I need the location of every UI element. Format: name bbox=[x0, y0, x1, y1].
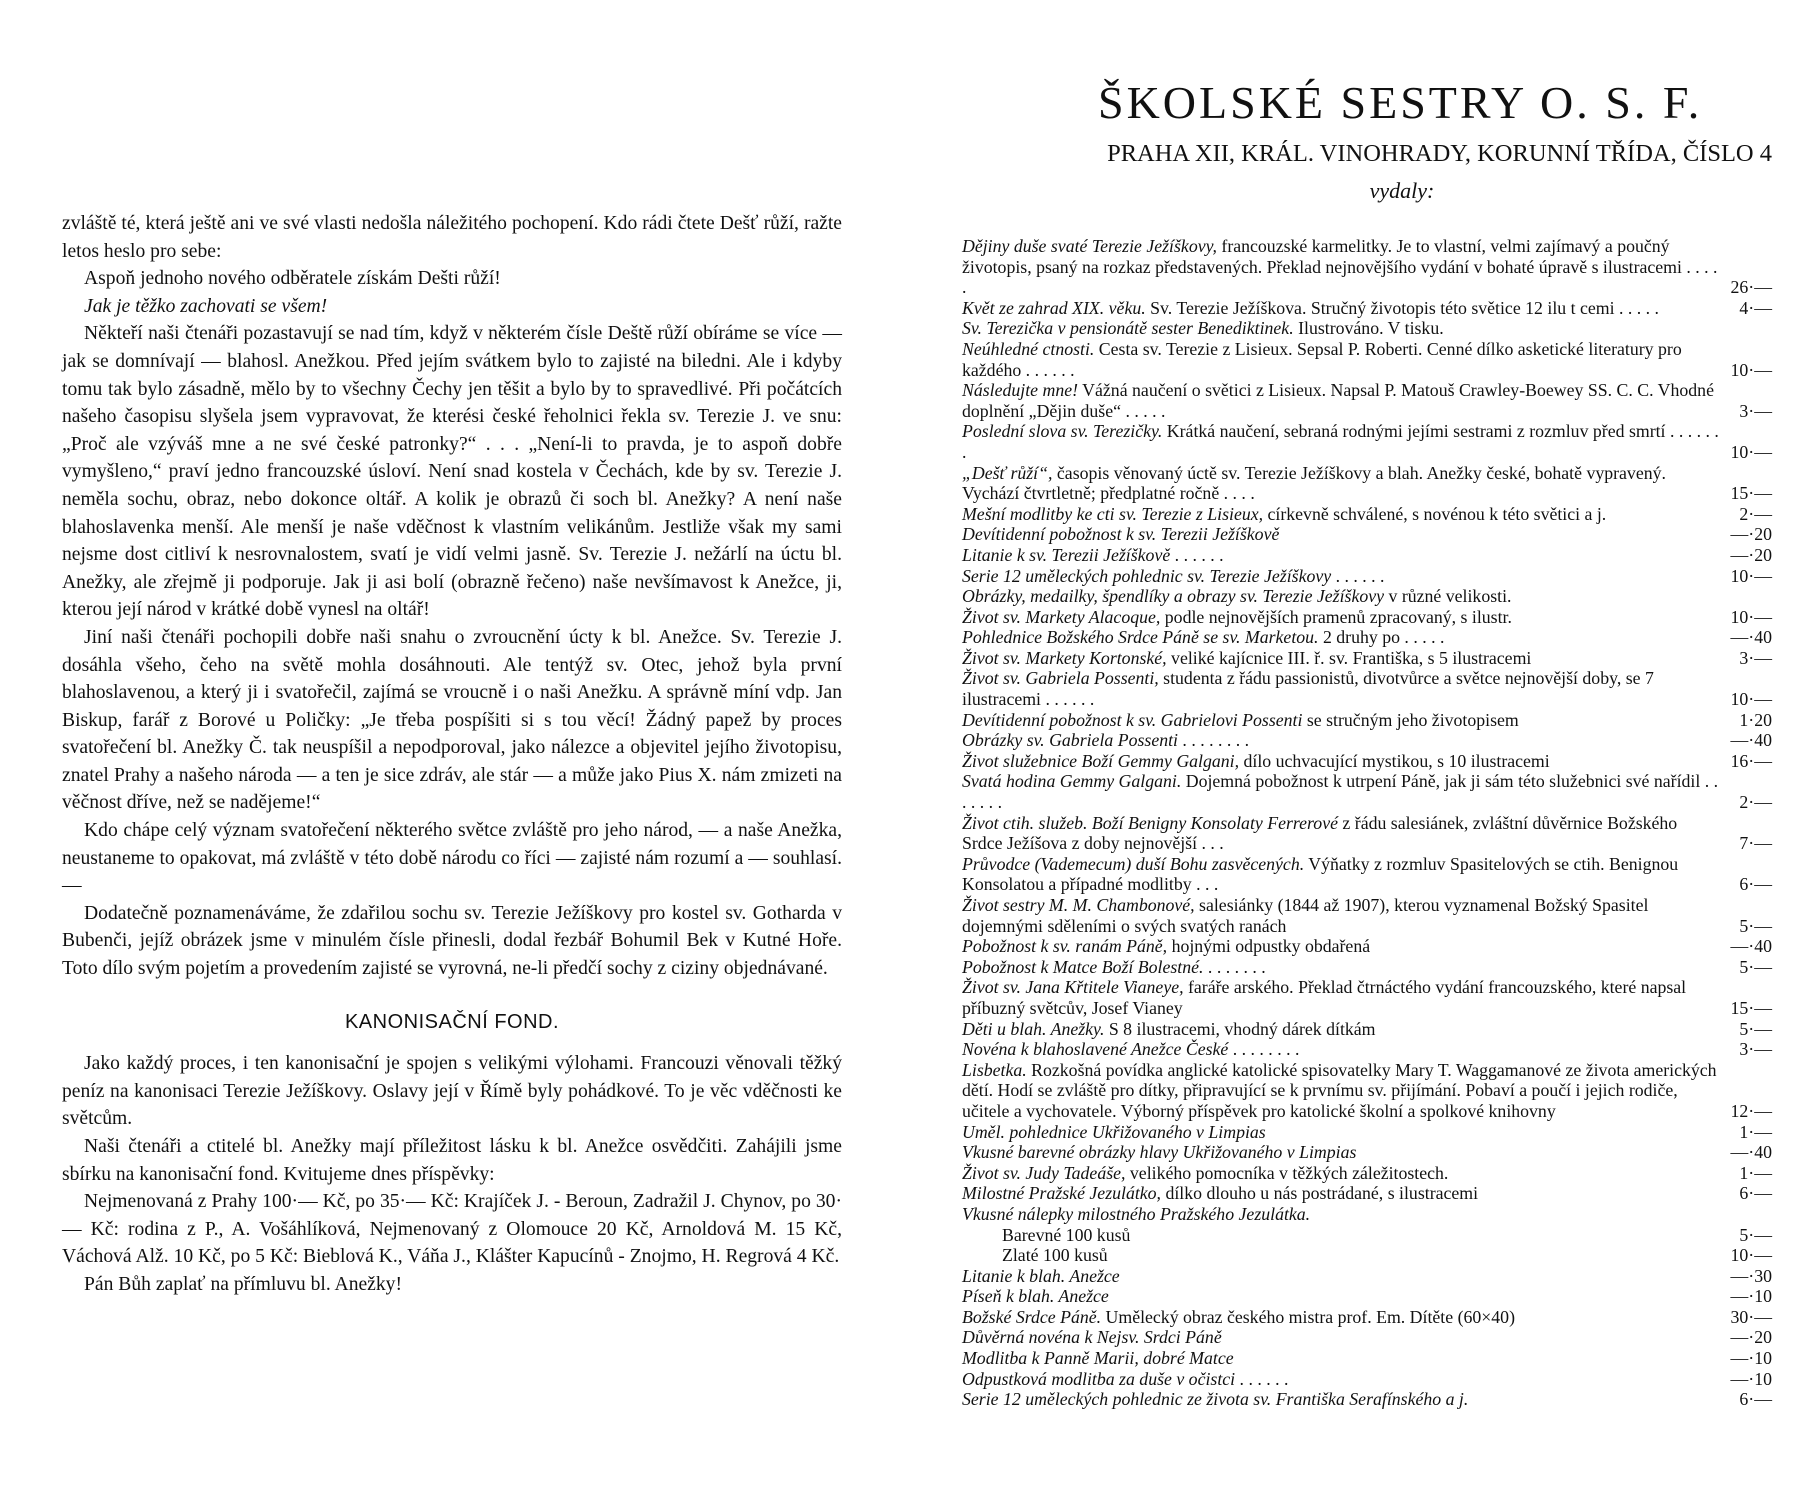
catalog-entry-text bbox=[962, 1163, 1720, 1184]
catalog-entry-text bbox=[962, 627, 1720, 648]
catalog-entry-description: . . . . . . . bbox=[1203, 956, 1266, 977]
catalog-entry-title: Pohlednice Božského Srdce Páně se sv. Marketou. bbox=[962, 627, 1319, 648]
catalog-entry-text bbox=[962, 421, 1720, 462]
paragraph: Aspoň jednoho nového odběratele získám Dešti růží! bbox=[84, 268, 501, 290]
catalog-entry bbox=[962, 977, 1772, 1018]
catalog-entry bbox=[962, 566, 1772, 587]
catalog-entry bbox=[962, 524, 1772, 545]
catalog-entry-description: . . . . . . . . bbox=[1177, 730, 1250, 751]
catalog-entry-text bbox=[962, 1245, 1720, 1266]
catalog-entry-title: Lisbetka. bbox=[962, 1059, 1027, 1080]
catalog-entry-text bbox=[962, 339, 1720, 380]
catalog-entry-description: salesiánky (1844 až 1907), kterou vyznamenal Božský Spasitel dojemnými sděleními o svých svatých ranách bbox=[962, 895, 1649, 936]
catalog-entry-text bbox=[962, 318, 1720, 339]
catalog-entry-price: —·30 bbox=[1730, 1265, 1772, 1286]
catalog-entry-price: —·40 bbox=[1730, 936, 1772, 957]
catalog-entry bbox=[962, 895, 1772, 936]
catalog-entry-title: Život sestry M. M. Chambonové, bbox=[962, 895, 1195, 915]
catalog-entry-title: Obrázky sv. Gabriela Possenti bbox=[962, 730, 1178, 751]
catalog-entry-text bbox=[962, 1286, 1720, 1307]
catalog-entry-description: Krátká naučení, sebraná rodnými jejími sestrami z rozmluv před smrtí . . . . . . . bbox=[962, 421, 1719, 462]
catalog-entry-price: 5·— bbox=[1739, 956, 1772, 977]
catalog-entry-title: Pobožnost k Matce Boží Bolestné. bbox=[962, 956, 1204, 977]
catalog-entry-price: 6·— bbox=[1739, 1183, 1772, 1204]
catalog-entry-price: 1·— bbox=[1739, 1121, 1772, 1142]
catalog-entry-text bbox=[962, 380, 1720, 421]
catalog-entry bbox=[962, 298, 1772, 319]
catalog-entry bbox=[962, 236, 1772, 298]
catalog-entry-text bbox=[962, 1060, 1720, 1122]
catalog-entry-price: —·10 bbox=[1730, 1286, 1772, 1307]
catalog-entry-price: 5·— bbox=[1739, 1018, 1772, 1039]
catalog-entry bbox=[962, 607, 1772, 628]
catalog-entry-title: Uměl. pohlednice Ukřižovaného v Limpias bbox=[962, 1121, 1266, 1142]
catalog-entry-text bbox=[962, 566, 1720, 587]
catalog-entry-title: Serie 12 uměleckých pohlednic ze života sv. Františka Serafínského a j. bbox=[962, 1389, 1469, 1410]
catalog-entry-price: 5·— bbox=[1739, 1224, 1772, 1245]
catalog-entry-description: hojnými odpustky obdařená bbox=[1167, 936, 1371, 957]
catalog-entry-title: Odpustková modlitba za duše v očistci bbox=[962, 1368, 1236, 1389]
catalog-entry-price: —·10 bbox=[1730, 1348, 1772, 1369]
catalog-entry-price: —·20 bbox=[1730, 524, 1772, 545]
paragraph: Dodatečně poznamenáváme, že zdařilou sochu sv. Terezie Ježíškovy pro kostel sv. Gotharda v Bubenči, jejíž obrázek jsme v minulém čísle přinesli, dodal řezbář Bohumil Bek v Kutné Hoře. Toto dílo svým pojetím a provedením zajisté se vyrovná, ne-li předčí sochy z ciziny objednávané. bbox=[62, 902, 842, 980]
catalog-entry bbox=[962, 545, 1772, 566]
catalog-entry-title: Pobožnost k sv. ranám Páně, bbox=[962, 936, 1168, 957]
catalog-entry bbox=[962, 586, 1772, 607]
catalog-entry-text bbox=[962, 298, 1720, 319]
catalog-entry bbox=[962, 1307, 1772, 1328]
catalog-entry bbox=[962, 1204, 1772, 1225]
catalog-entry-price: 10·— bbox=[1730, 441, 1772, 462]
paragraph: Nejmenovaná z Prahy 100·— Kč, po 35·— Kč: Krajíček J. - Beroun, Zadražil J. Chynov, po 30·— Kč: rodina z P., A. Vošáhlíková, Nejmenovaný z Olomouce 20 Kč, Arnoldová M. 15 Kč, Váchová Alž. 10 Kč, po 5 Kč: Bieblová K., Váňa J., Klášter Kapucínů - Znojmo, H. Regrová 4 Kč. bbox=[62, 1191, 842, 1268]
catalog-entry-description: francouzské karmelitky. Je to vlastní, velmi zajímavý a poučný životopis, psaný na rozkaz představených. Překlad nejnovějšího vydání v bohaté úpravě s ilustracemi . . . . . bbox=[962, 236, 1718, 298]
catalog-entry-title: Milostné Pražské Jezulátko, bbox=[962, 1183, 1162, 1204]
catalog-entry-title: Obrázky, medailky, špendlíky a obrazy sv. Terezie Ježíškovy bbox=[962, 586, 1385, 607]
catalog-entry-text bbox=[962, 463, 1720, 504]
catalog-entry-title: Litanie k blah. Anežce bbox=[962, 1265, 1120, 1286]
catalog-entry-title: Život sv. Judy Tadeáše, bbox=[962, 1162, 1126, 1183]
catalog-entry bbox=[962, 318, 1772, 339]
catalog-entry-price: 10·— bbox=[1730, 565, 1772, 586]
catalog-entry-text bbox=[962, 607, 1720, 628]
catalog-entry-description: dílo uchvacující mystikou, s 10 ilustracemi bbox=[1239, 750, 1550, 771]
catalog-entry bbox=[962, 751, 1772, 772]
catalog-entry-text bbox=[962, 1266, 1720, 1287]
catalog-entry bbox=[962, 1225, 1772, 1246]
catalog-entry bbox=[962, 1348, 1772, 1369]
catalog-entry bbox=[962, 957, 1772, 978]
publisher-address: PRAHA XII, KRÁL. VINOHRADY, KORUNNÍ TŘÍDA, ČÍSLO 4 bbox=[1107, 140, 1772, 167]
catalog-entry-text bbox=[962, 936, 1720, 957]
catalog-entry-text bbox=[962, 545, 1720, 566]
catalog-entry-price: 2·— bbox=[1739, 503, 1772, 524]
catalog-entry-price: 30·— bbox=[1730, 1306, 1772, 1327]
catalog-entry bbox=[962, 1286, 1772, 1307]
catalog-entry-title: Devítidenní pobožnost k sv. Terezii Ježíškově bbox=[962, 524, 1280, 545]
catalog-entry-description: studenta z řádu passionistů, divotvůrce a světce nejnovější doby, se 7 ilustracemi . . . . . . bbox=[962, 668, 1654, 710]
catalog-entry-price: —·40 bbox=[1730, 1142, 1772, 1163]
catalog-entry-price: 10·— bbox=[1730, 1245, 1772, 1266]
catalog-entry-description: podle nejnovějších pramenů zpracovaný, s ilustr. bbox=[1160, 606, 1512, 627]
catalog-entry-text bbox=[962, 1369, 1720, 1390]
catalog-entry-description: církevně schválené, s novénou k této světici a j. bbox=[1263, 503, 1607, 524]
catalog-entry-description: Dojemná pobožnost k utrpení Páně, jak ji sám této služebnici své nařídil . . . . . . . bbox=[962, 771, 1719, 813]
catalog-entry bbox=[962, 1039, 1772, 1060]
catalog-entry-price: 6·— bbox=[1739, 1389, 1772, 1410]
catalog-entry-description: Ilustrováno. V tisku. bbox=[1293, 318, 1444, 339]
catalog-entry-text bbox=[962, 524, 1720, 545]
catalog-entry-title: Serie 12 uměleckých pohlednic sv. Terezie Ježíškovy bbox=[962, 565, 1332, 586]
catalog-entry-description: Výňatky z rozmluv Spasitelových se ctih. Benignou Konsolatou a případné modlitby . . . bbox=[962, 853, 1679, 895]
catalog-entry-title: Poslední slova sv. Terezičky. bbox=[962, 421, 1163, 442]
catalog-entry bbox=[962, 1060, 1772, 1122]
catalog-entry-price: —·20 bbox=[1730, 1327, 1772, 1348]
catalog-entry-text bbox=[962, 648, 1720, 669]
catalog-entry-description: faráře arského. Překlad čtrnáctého vydání francouzského, které napsal příbuzný světcův, Josef Vianey bbox=[962, 977, 1687, 1018]
catalog-entry-text bbox=[962, 1122, 1720, 1143]
catalog-entry-price: 15·— bbox=[1730, 997, 1772, 1018]
catalog-entry-description: se stručným jeho životopisem bbox=[1302, 709, 1519, 730]
catalog-entry-description: časopis věnovaný úctě sv. Terezie Ježíškovy a blah. Anežky české, bohatě vypravený. Vychází čtvrtletně; předplatné ročně . . . . bbox=[962, 462, 1666, 504]
paragraph: Jak je těžko zachovati se všem! bbox=[84, 295, 328, 317]
catalog-entry-text bbox=[962, 730, 1720, 751]
catalog-entry-title: Život ctih. služeb. Boží Benigny Konsolaty Ferrerové bbox=[962, 812, 1338, 833]
catalog-entry-text bbox=[962, 1039, 1720, 1060]
catalog-entry-text bbox=[962, 504, 1720, 525]
catalog-entry bbox=[962, 627, 1772, 648]
catalog-entry-text bbox=[962, 668, 1720, 709]
catalog-entry-title: Neúhledné ctnosti. bbox=[962, 338, 1095, 359]
catalog-entry-description: dílko dlouho u nás postrádané, s ilustracemi bbox=[1161, 1183, 1479, 1204]
catalog-entry-title: Modlitba k Panně Marii, dobré Matce bbox=[962, 1348, 1234, 1369]
catalog-entry bbox=[962, 854, 1772, 895]
catalog-entry-text bbox=[962, 771, 1720, 812]
catalog-entry bbox=[962, 463, 1772, 504]
catalog-entry-text bbox=[962, 1307, 1720, 1328]
catalog-entry-title: Vkusné barevné obrázky hlavy Ukřižovaného v Limpias bbox=[962, 1142, 1357, 1163]
catalog-entry bbox=[962, 936, 1772, 957]
catalog-entry-description: velikého pomocníka v těžkých záležitostech. bbox=[1125, 1162, 1449, 1183]
catalog-entry-text bbox=[962, 957, 1720, 978]
catalog-entry-price: 15·— bbox=[1730, 483, 1772, 504]
catalog-entry-title: Průvodce (Vademecum) duší Bohu zasvěcených. bbox=[962, 853, 1305, 874]
left-page-text bbox=[62, 210, 842, 1299]
catalog-entry-price: —·10 bbox=[1730, 1368, 1772, 1389]
catalog-entry-title: Květ ze zahrad XIX. věku. bbox=[962, 297, 1146, 318]
catalog-entry-description: Cesta sv. Terezie z Lisieux. Sepsal P. Roberti. Cenné dílko asketické literatury pro každého . . . . . . bbox=[962, 338, 1682, 380]
catalog-entry bbox=[962, 1142, 1772, 1163]
catalog-entry-description: . . . . . . bbox=[1170, 544, 1224, 565]
catalog-entry-price: 3·— bbox=[1739, 647, 1772, 668]
catalog-entry-description: v různé velikosti. bbox=[1384, 586, 1512, 607]
catalog-entry-description: 2 druhy po . . . . . bbox=[1318, 627, 1445, 648]
catalog-entry-title: Litanie k sv. Terezii Ježíškově bbox=[962, 544, 1171, 565]
catalog-entry-text bbox=[962, 1348, 1720, 1369]
catalog-entry-description: Rozkošná povídka anglické katolické spisovatelky Mary T. Waggamanové ze života amerických dětí. Hodí se zvláště pro dítky, připravující se k prvnímu sv. přijímání. Pobaví a poučí i jejich rodiče, učitele a vychovatele. Výborný příspěvek pro katolické školní a spolkové knihovny bbox=[962, 1059, 1717, 1121]
catalog-entry-text bbox=[962, 977, 1720, 1018]
catalog-entry-title: Dějiny duše svaté Terezie Ježíškovy, bbox=[962, 236, 1217, 256]
catalog-entry bbox=[962, 1389, 1772, 1410]
catalog-entry-title: Svatá hodina Gemmy Galgani. bbox=[962, 771, 1182, 792]
catalog-entry bbox=[962, 710, 1772, 731]
catalog-entry bbox=[962, 380, 1772, 421]
catalog-entry-description: S 8 ilustracemi, vhodný dárek dítkám bbox=[1104, 1018, 1376, 1039]
catalog-entry-price: —·40 bbox=[1730, 730, 1772, 751]
catalog-entry-description: Vážná naučení o světici z Lisieux. Napsal P. Matouš Crawley-Boewey SS. C. C. Vhodné doplnění „Dějin duše“ . . . . . bbox=[962, 380, 1714, 421]
catalog-entry-description: z řádu salesiánek, zvláštní důvěrnice Božského Srdce Ježíšova z doby nejnovější . . . bbox=[962, 812, 1678, 854]
catalog-entry bbox=[962, 1019, 1772, 1040]
catalog-entry-title: Píseň k blah. Anežce bbox=[962, 1286, 1109, 1307]
catalog-entry bbox=[962, 668, 1772, 709]
paragraph: Jiní naši čtenáři pochopili dobře naši snahu o zvroucnění úcty k bl. Anežce. Sv. Terezie J. dosáhla všeho, čeho na světě mohla dosáhnouti. Ale tentýž sv. Otec, jehož byla první blahoslavenou, a který ji i svatořečil, zajímá se vroucně i o naši Anežku. A správně míní vdp. Jan Biskup, farář z Borové u Poličky: „Je třeba pospíšiti si s tou věcí! Žádný papež by proces svatořečení bl. Anežky Č. tak neuspíšil a nepodporoval, jako nálezce a objevitel jejího životopisu, znatel Prahy a našeho národa — a ten je sice zdráv, ale stár — a může jako Pius X. nám zmizeti na věčnost dříve, než se nadějeme!“ bbox=[62, 626, 842, 814]
paragraph: Kdo chápe celý význam svatořečení některého světce zvláště pro jeho národ, — a naše Anežka, neustaneme to opakovat, má zvláště v této době národu co říci — zajisté nám rozumí a — souhlasí.— bbox=[62, 820, 842, 897]
catalog-entry-price: 26·— bbox=[1730, 277, 1772, 298]
catalog-entry-text bbox=[962, 710, 1720, 731]
published-label: vydaly: bbox=[1369, 178, 1435, 203]
catalog-entry-description: . . . . . . bbox=[1331, 565, 1385, 586]
catalog-entry-title: Božské Srdce Páně. bbox=[962, 1306, 1102, 1327]
catalog-entry bbox=[962, 1369, 1772, 1390]
catalog-entry bbox=[962, 730, 1772, 751]
catalog-list bbox=[962, 236, 1772, 1410]
catalog-entry-price: 5·— bbox=[1739, 915, 1772, 936]
catalog-entry-title: Následujte mne! bbox=[962, 380, 1079, 401]
catalog-entry bbox=[962, 648, 1772, 669]
catalog-entry-text bbox=[962, 1204, 1720, 1225]
catalog-entry-text bbox=[962, 1327, 1720, 1348]
catalog-entry-title: Novéna k blahoslavené Anežce České bbox=[962, 1039, 1229, 1060]
catalog-entry-text bbox=[962, 586, 1720, 607]
catalog-entry-price: 10·— bbox=[1730, 359, 1772, 380]
catalog-entry-text bbox=[962, 1142, 1720, 1163]
catalog-entry-price: 1·20 bbox=[1739, 709, 1772, 730]
fund-heading: KANONISAČNÍ FOND. bbox=[344, 1010, 560, 1033]
catalog-entry bbox=[962, 504, 1772, 525]
catalog-entry-title: Devítidenní pobožnost k sv. Gabrielovi Possenti bbox=[962, 709, 1303, 730]
catalog-entry-price: 12·— bbox=[1730, 1100, 1772, 1121]
catalog-entry-description: veliké kajícnice III. ř. sv. Františka, s 5 ilustracemi bbox=[1166, 647, 1532, 668]
catalog-entry-title: Život sv. Jana Křtitele Vianeye, bbox=[962, 977, 1184, 998]
catalog-entry-text bbox=[962, 1389, 1720, 1410]
catalog-entry-description: Barevné 100 kusů bbox=[1002, 1224, 1131, 1245]
catalog-entry-description: . . . . . . . . bbox=[1228, 1039, 1300, 1060]
catalog-entry-price: 10·— bbox=[1730, 606, 1772, 627]
catalog-entry bbox=[962, 813, 1772, 854]
catalog-entry-price: 3·— bbox=[1739, 1039, 1772, 1060]
catalog-entry-price: 1·— bbox=[1739, 1162, 1772, 1183]
catalog-entry-description: Sv. Terezie Ježíškova. Stručný životopis této světice 12 ilu t cemi . . . . . bbox=[1145, 297, 1659, 318]
catalog-entry-text bbox=[962, 895, 1720, 936]
paragraph: Naši čtenáři a ctitelé bl. Anežky mají příležitost lásku k bl. Anežce osvědčiti. Zahájili jsme sbírku na kanonisační fond. Kvitujeme dnes příspěvky: bbox=[62, 1136, 842, 1185]
paragraph: Pán Bůh zaplať na přímluvu bl. Anežky! bbox=[84, 1273, 402, 1295]
catalog-entry-title: Děti u blah. Anežky. bbox=[962, 1018, 1105, 1039]
catalog-entry-description: Zlaté 100 kusů bbox=[1002, 1245, 1108, 1266]
paragraph: Jako každý proces, i ten kanonisační je spojen s velikými výlohami. Francouzi věnovali těžký peníz na kanonisaci Terezie Ježíškovy. Oslavy její v Římě byly pohádkové. To je věc vděčnosti ke světcům. bbox=[62, 1053, 842, 1130]
catalog-entry-price: 3·— bbox=[1739, 400, 1772, 421]
catalog-entry-title: Vkusné nálepky milostného Pražského Jezulátka. bbox=[962, 1203, 1311, 1224]
catalog-entry-title: Mešní modlitby ke cti sv. Terezie z Lisieux, bbox=[962, 503, 1264, 524]
catalog-entry-price: 6·— bbox=[1739, 874, 1772, 895]
paragraph: Někteří naši čtenáři pozastavují se nad tím, když v některém čísle Deště růží obíráme se více — jak se domnívají — blahosl. Anežkou. Před jejím svátkem bylo to zajisté na biledni. Ale i kdyby tomu tak bylo zásadně, mělo by to všechny Čechy jen těšit a bylo by to spravedlivé. Při počátcích našeho časopisu slyšela jsem vypravovat, že kterési české řeholnici řekla sv. Terezie J. ve snu: „Proč ale vzýváš mne a ne své české patronky?“ . . . „Není-li to pravda, je to aspoň dobře vymyšleno,“ praví jedno francouzské úsloví. Není snad kostela v Čechách, kde by sv. Terezie J. neměla sochu, obraz, nebo dokonce oltář. A kolik je obrazů či soch bl. Anežky? A není naše blahoslavenka menší. Ale menší je naše vděčnost k vlastním velikánům. Jestliže však my sami nejsme dost citliví k nesrovnalostem, svatí je vidí velmi jasně. Sv. Terezie J. nežárlí na úctu bl. Anežky, ale zřejmě ji podporuje. Jak ji asi bolí (obrazně řečeno) naše nevšímavost k Anežce, ji, kterou její národ v krátké době vynesl na oltář! bbox=[62, 323, 842, 621]
catalog-entry bbox=[962, 339, 1772, 380]
publisher-title: ŠKOLSKÉ SESTRY O. S. F. bbox=[1098, 77, 1703, 128]
catalog-entry-title: Život služebnice Boží Gemmy Galgani, bbox=[962, 750, 1240, 771]
catalog-entry bbox=[962, 1327, 1772, 1348]
catalog-entry-price: 10·— bbox=[1730, 689, 1772, 710]
paragraph: zvláště té, která ještě ani ve své vlasti nedošla náležitého pochopení. Kdo rádi čtete Dešť růží, ražte letos heslo pro sebe: bbox=[62, 213, 842, 262]
catalog-entry-title: Život sv. Gabriela Possenti, bbox=[962, 668, 1159, 689]
catalog-entry-description: . . . . . . bbox=[1235, 1368, 1289, 1389]
catalog-entry-price: 7·— bbox=[1739, 833, 1772, 854]
catalog-entry-price: 16·— bbox=[1730, 750, 1772, 771]
catalog-entry bbox=[962, 421, 1772, 462]
catalog-entry-description: Umělecký obraz českého mistra prof. Em. Dítěte (60×40) bbox=[1101, 1306, 1515, 1327]
catalog-entry-price: 2·— bbox=[1739, 792, 1772, 813]
catalog-entry-text bbox=[962, 1019, 1720, 1040]
catalog-entry-price: —·20 bbox=[1730, 544, 1772, 565]
catalog-entry bbox=[962, 771, 1772, 812]
catalog-entry-title: „Dešť růží“, bbox=[962, 462, 1053, 483]
catalog-entry bbox=[962, 1183, 1772, 1204]
catalog-entry-text bbox=[962, 813, 1720, 854]
catalog-entry-text bbox=[962, 1183, 1720, 1204]
catalog-entry bbox=[962, 1122, 1772, 1143]
catalog-entry-title: Sv. Terezička v pensionátě sester Benediktinek. bbox=[962, 318, 1294, 339]
catalog-entry-text bbox=[962, 854, 1720, 895]
catalog-entry-text bbox=[962, 1225, 1720, 1246]
catalog-entry-title: Život sv. Markety Alacoque, bbox=[962, 606, 1161, 627]
catalog-entry-title: Život sv. Markety Kortonské, bbox=[962, 647, 1167, 668]
catalog-entry bbox=[962, 1245, 1772, 1266]
catalog-entry bbox=[962, 1163, 1772, 1184]
catalog-entry bbox=[962, 1266, 1772, 1287]
catalog-entry-title: Důvěrná novéna k Nejsv. Srdci Páně bbox=[962, 1327, 1222, 1348]
catalog-entry-text bbox=[962, 751, 1720, 772]
catalog-entry-price: 4·— bbox=[1739, 297, 1772, 318]
catalog-entry-price: —·40 bbox=[1730, 627, 1772, 648]
catalog-entry-text bbox=[962, 236, 1720, 298]
